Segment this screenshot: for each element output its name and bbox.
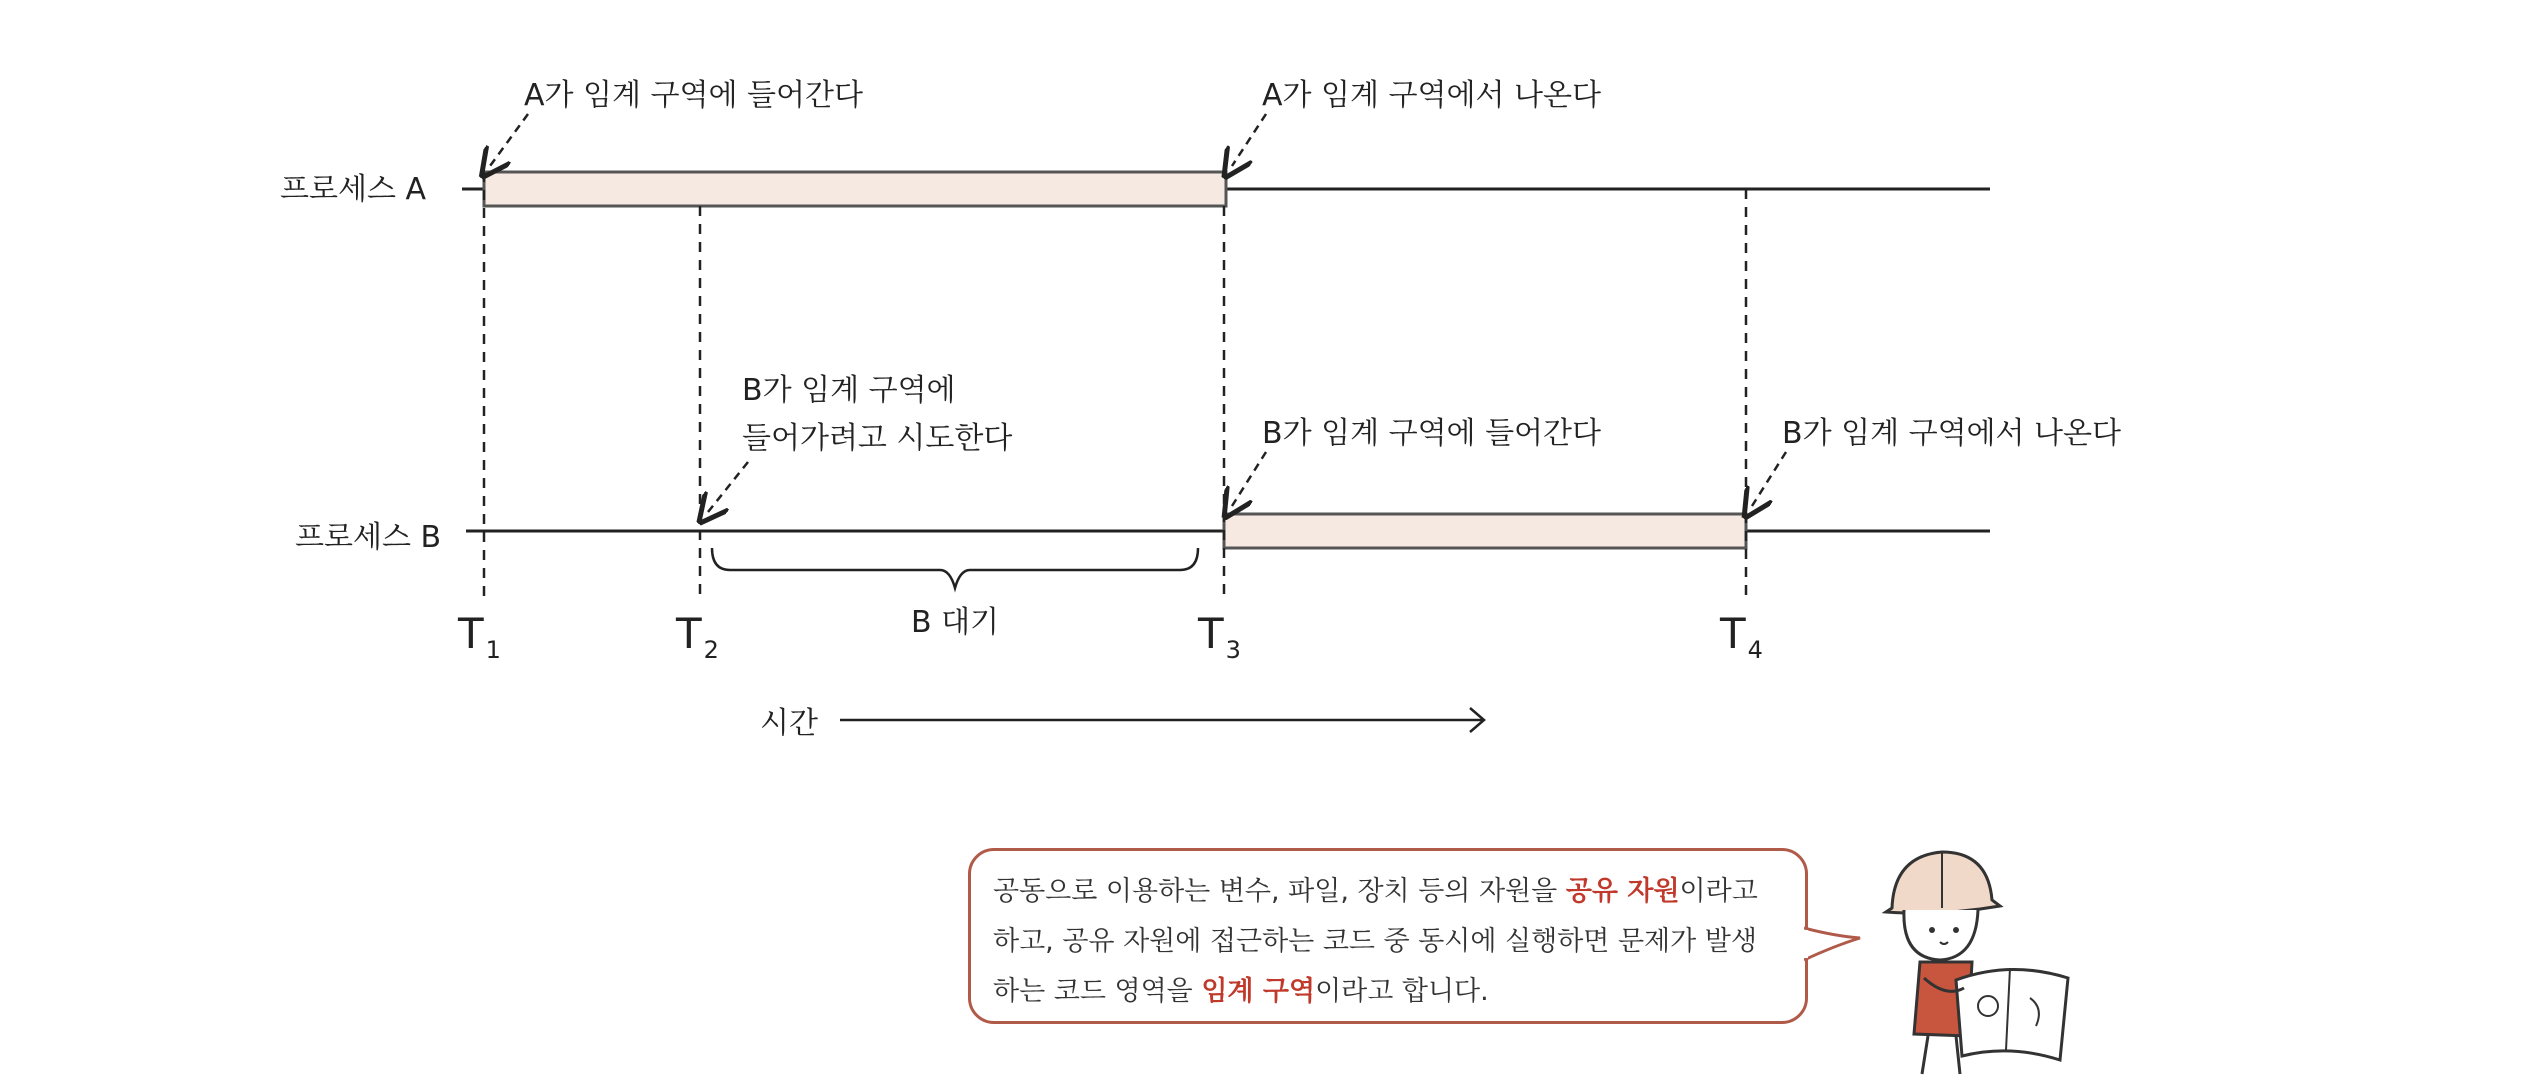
b-enter-arrow bbox=[1232, 452, 1266, 506]
explanation-line-2: 하고, 공유 자원에 접근하는 코드 중 동시에 실행하면 문제가 발생 bbox=[993, 926, 1757, 957]
b-wait-label: B 대기 bbox=[910, 605, 1000, 640]
t1-label: $T_1$ bbox=[458, 609, 501, 664]
b-exit-arrow bbox=[1752, 452, 1786, 506]
process-b-label: 프로세스 B bbox=[295, 520, 442, 555]
b-wait-brace bbox=[712, 548, 1198, 588]
b-exit-annotation: B가 임계 구역에서 나온다 bbox=[1782, 416, 2121, 451]
worker-character-illustration bbox=[1860, 838, 2080, 1078]
blueprint-icon bbox=[1956, 969, 2068, 1060]
a-exit-annotation: A가 임계 구역에서 나온다 bbox=[1262, 78, 1601, 113]
process-b-critical-bar bbox=[1224, 514, 1746, 548]
explanation-line-1: 공동으로 이용하는 변수, 파일, 장치 등의 자원을 공유 자원이라고 bbox=[993, 876, 1758, 907]
process-a-critical-bar bbox=[484, 172, 1226, 206]
t4-label: $T_4$ bbox=[1720, 609, 1763, 664]
a-enter-annotation: A가 임계 구역에 들어간다 bbox=[524, 78, 863, 113]
explanation-bubble bbox=[968, 848, 1808, 1024]
time-axis-label: 시간 bbox=[760, 706, 818, 741]
a-exit-arrow bbox=[1232, 114, 1266, 166]
shared-resource-term: 공유 자원 bbox=[1565, 876, 1680, 907]
b-try-arrow bbox=[708, 462, 748, 512]
b-try-annotation-line2: 들어가려고 시도한다 bbox=[742, 421, 1013, 456]
b-enter-annotation: B가 임계 구역에 들어간다 bbox=[1262, 416, 1601, 451]
t3-label: $T_3$ bbox=[1198, 609, 1241, 664]
process-a-label: 프로세스 A bbox=[280, 172, 426, 207]
t2-label: $T_2$ bbox=[676, 609, 719, 664]
explanation-line-3: 하는 코드 영역을 임계 구역이라고 합니다. bbox=[993, 976, 1489, 1007]
bubble-tail bbox=[1804, 920, 1864, 980]
b-try-annotation-line1: B가 임계 구역에 bbox=[742, 373, 956, 408]
critical-section-term: 임계 구역 bbox=[1201, 976, 1316, 1007]
a-enter-arrow bbox=[490, 114, 528, 166]
